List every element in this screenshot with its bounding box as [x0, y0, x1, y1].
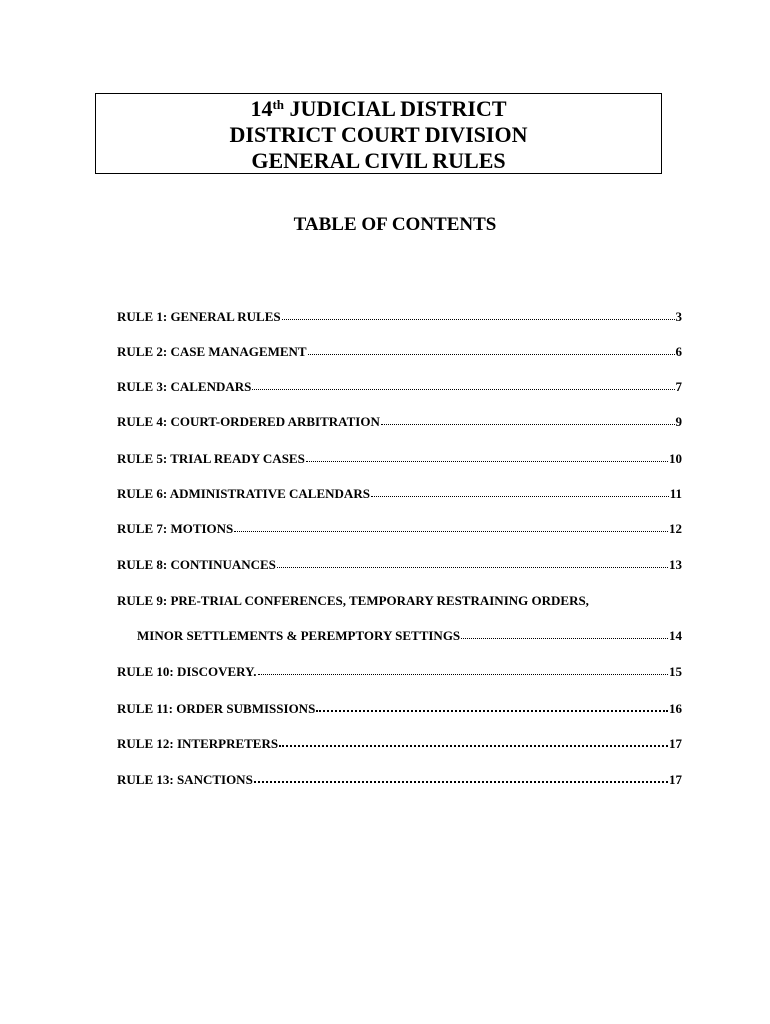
title-district-number: 14 [250, 96, 273, 121]
toc-entry-label: RULE 5: TRIAL READY CASES [117, 451, 305, 466]
toc-entry-label: RULE 11: ORDER SUBMISSIONS [117, 701, 316, 716]
title-ordinal-suffix: th [272, 96, 285, 112]
toc-entry-page: 11 [669, 486, 682, 501]
toc-entry-rule-5[interactable] [117, 451, 682, 469]
toc-entry-label: RULE 3: CALENDARS [117, 379, 252, 394]
toc-dot-leader [258, 673, 668, 675]
toc-entry-label: RULE 10: DISCOVERY. [117, 664, 257, 679]
toc-entry-rule-2[interactable] [117, 344, 682, 362]
toc-entry-page: 16 [669, 701, 682, 716]
toc-dot-leader [308, 353, 675, 355]
toc-heading: TABLE OF CONTENTS [293, 214, 497, 235]
toc-entry-rule-9[interactable] [117, 593, 682, 611]
toc-entry-page: 6 [675, 344, 682, 359]
toc-dot-leader [254, 780, 668, 783]
toc-entry-label: RULE 9: PRE-TRIAL CONFERENCES, TEMPORARY RESTRAINING ORDERS, [117, 593, 589, 608]
toc-dot-leader [252, 388, 674, 390]
toc-entry-label: RULE 1: GENERAL RULES [117, 309, 281, 324]
toc-entry-page: 10 [669, 451, 682, 466]
toc-dot-leader [282, 318, 675, 320]
toc-dot-leader [381, 423, 675, 425]
toc-entry-rule-4[interactable] [117, 414, 682, 432]
toc-entry-page: 13 [669, 557, 682, 572]
title-line-1 [96, 96, 661, 122]
toc-dot-leader [279, 744, 668, 747]
title-line-3: GENERAL CIVIL RULES [251, 148, 506, 173]
toc-entry-page: 12 [669, 521, 682, 536]
toc-entry-label: RULE 6: ADMINISTRATIVE CALENDARS [117, 486, 370, 501]
toc-entry-label: RULE 8: CONTINUANCES [117, 557, 276, 572]
toc-dot-leader [277, 566, 668, 568]
toc-entry-label: MINOR SETTLEMENTS & PEREMPTORY SETTINGS [137, 628, 461, 643]
toc-entry-label: RULE 12: INTERPRETERS [117, 736, 279, 751]
document-title-box [95, 93, 662, 174]
toc-entry-rule-13[interactable] [117, 772, 682, 790]
toc-dot-leader [371, 495, 669, 497]
toc-entry-page: 17 [669, 736, 682, 751]
toc-entry-rule-8[interactable] [117, 557, 682, 575]
toc-entry-label: RULE 4: COURT-ORDERED ARBITRATION [117, 414, 380, 429]
toc-entry-rule-3[interactable] [117, 379, 682, 397]
toc-entry-label: RULE 13: SANCTIONS [117, 772, 253, 787]
toc-entry-rule-7[interactable] [117, 521, 682, 539]
toc-entry-rule-9-continued[interactable] [137, 628, 682, 646]
toc-dot-leader [234, 530, 668, 532]
toc-entry-rule-11[interactable] [117, 701, 682, 719]
toc-entry-page: 14 [669, 628, 682, 643]
toc-entry-rule-6[interactable] [117, 486, 682, 504]
toc-entry-label: RULE 7: MOTIONS [117, 521, 234, 536]
toc-entry-rule-10[interactable] [117, 664, 682, 682]
toc-entry-page: 9 [675, 414, 682, 429]
toc-entry-label: RULE 2: CASE MANAGEMENT [117, 344, 307, 359]
toc-entry-page: 15 [669, 664, 682, 679]
toc-dot-leader [306, 460, 668, 462]
title-district-label: JUDICIAL DISTRICT [284, 96, 507, 121]
toc-entry-page: 7 [675, 379, 682, 394]
title-line-2: DISTRICT COURT DIVISION [229, 122, 528, 147]
toc-entry-page: 3 [675, 309, 682, 324]
toc-dot-leader [316, 709, 668, 712]
toc-entry-page: 17 [669, 772, 682, 787]
toc-dot-leader [461, 637, 668, 639]
toc-entry-rule-1[interactable] [117, 309, 682, 327]
toc-entry-rule-12[interactable] [117, 736, 682, 754]
